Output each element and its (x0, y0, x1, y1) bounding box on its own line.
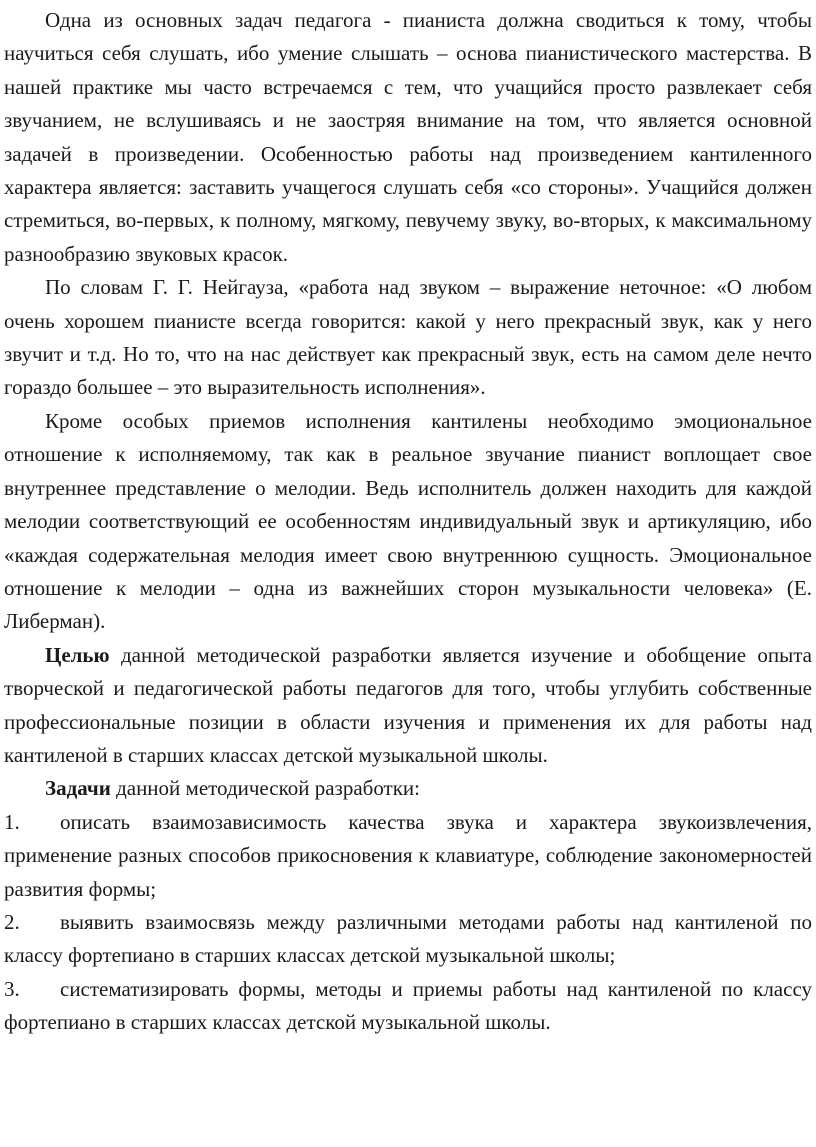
tasks-intro-text: данной методической разработки: (110, 776, 421, 801)
paragraph-goal (4, 639, 812, 773)
paragraph-emotional-attitude: Кроме особых приемов исполнения кантилены необходимо эмоциональное отношение к исполняемому, так как в реальное звучание пианист воплощает свое внутреннее представление о мелодии. Ведь исполнитель должен находить для каждой мелодии соответствующий ее особенностям индивидуальный звук и артикуляцию, ибо «каждая содержательная мелодия имеет свою внутреннюю сущность. Эмоциональное отношение к мелодии – одна из важнейших сторон музыкальности человека» (Е. Либерман). (4, 408, 812, 634)
list-item-number: 2. (4, 909, 20, 934)
paragraph-listening: Одна из основных задач педагога - пианиста должна сводиться к тому, чтобы научиться себя слушать, ибо умение слышать – основа пианистического мастерства. В нашей практике мы часто встречаемся с тем, что учащийся просто развлекает себя звучанием, не вслушиваясь и не заостряя внимание на том, что является основной задачей в произведении. Особенностью работы над произведением кантиленного характера является: заставить учащегося слушать себя «со стороны». Учащийся должен стремиться, во-первых, к полному, мягкому, певучему звуку, во-вторых, к максимальному разнообразию звуковых красок. (4, 8, 812, 266)
list-item-number: 1. (4, 809, 20, 834)
tasks-list (4, 806, 812, 1040)
list-item (4, 806, 812, 906)
list-item-number: 3. (4, 976, 20, 1001)
goal-text: данной методической разработки является изучение и обобщение опыта творческой и педагогической работы педагогов для того, чтобы углубить собственные профессиональные позиции в области изучения и применения их для работы над кантиленой в старших классах детской музыкальной школы. (4, 642, 812, 767)
paragraph-tasks-intro (4, 772, 812, 805)
tasks-label: Задачи (45, 776, 111, 801)
paragraph-neuhaus-quote: По словам Г. Г. Нейгауза, «работа над звуком – выражение неточное: «О любом очень хорошем пианисте всегда говорится: какой у него прекрасный звук, как у него звучит и т.д. Но то, что на нас действует как прекрасный звук, есть на самом деле нечто гораздо большее – это выразительность исполнения». (4, 275, 812, 400)
goal-label: Целью (45, 642, 110, 667)
list-item-text: выявить взаимосвязь между различными методами работы над кантиленой по классу фортепиано в старших классах детской музыкальной школы; (4, 909, 812, 968)
list-item-text: описать взаимозависимость качества звука и характера звукоизвлечения, применение разных способов прикосновения к клавиатуре, соблюдение закономерностей развития формы; (4, 809, 812, 901)
list-item-text: систематизировать формы, методы и приемы работы над кантиленой по классу фортепиано в старших классах детской музыкальной школы. (4, 976, 812, 1035)
list-item (4, 906, 812, 973)
list-item (4, 973, 812, 1040)
